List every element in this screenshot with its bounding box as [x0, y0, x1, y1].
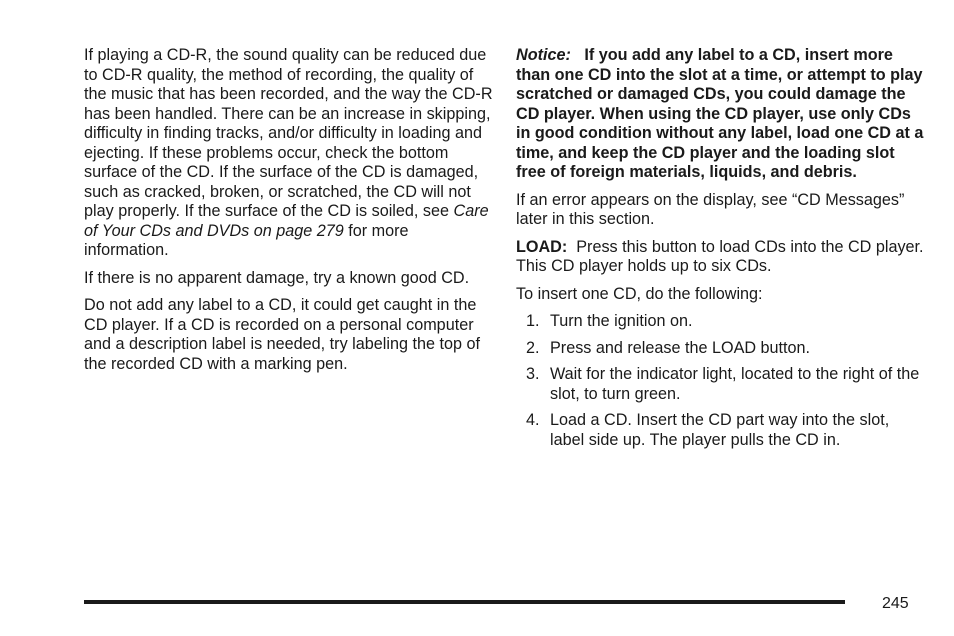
- list-item: [516, 339, 926, 359]
- insert-intro: To insert one CD, do the following:: [516, 284, 763, 303]
- load-label: LOAD:: [516, 237, 568, 256]
- footer-rule: [84, 600, 845, 604]
- label-warning-paragraph: Do not add any label to a CD, it could get caught in the CD player. If a CD is recorded on a personal computer and a description label is needed, try labeling the top of the recorded CD with a marking pen.: [84, 296, 480, 373]
- step-text: Wait for the indicator light, located to the right of the slot, to turn green.: [550, 365, 920, 403]
- care-of-cds-reference-link[interactable]: Care of Your CDs and DVDs on page 279: [84, 202, 489, 240]
- page-number: 245: [882, 595, 909, 612]
- step-number: 4.: [526, 411, 540, 429]
- cd-r-quality-paragraph: [84, 46, 494, 261]
- load-paragraph: [516, 238, 926, 277]
- try-known-good-cd-paragraph: If there is no apparent damage, try a known good CD.: [84, 268, 470, 287]
- list-item: [516, 411, 926, 450]
- load-text: Press this button to load CDs into the CD player. This CD player holds up to six CDs.: [516, 237, 924, 275]
- step-text: Turn the ignition on.: [550, 312, 693, 330]
- list-item: [516, 365, 926, 404]
- notice-label: Notice:: [516, 46, 571, 64]
- notice-paragraph: [516, 46, 926, 183]
- list-item: [516, 312, 926, 332]
- step-number: 1.: [526, 312, 540, 330]
- cd-r-quality-text: If playing a CD-R, the sound quality can be reduced due to CD-R quality, the method of recording, the quality of the music that has been recorded, and the way the CD-R has been handled. There can be an increase in skipping, difficulty in finding tracks, and/or difficulty in loading and ejecting. If these problems occur, check the bottom surface of the CD. If the surface of the CD is damaged, such as cracked, broken, or scratched, the CD will not play properly. If the surface of the CD is soiled, see: [84, 46, 493, 220]
- step-text: Load a CD. Insert the CD part way into the slot, label side up. The player pulls the CD in.: [550, 411, 890, 449]
- right-column: [516, 46, 926, 457]
- step-number: 3.: [526, 365, 540, 383]
- insert-steps-list: [516, 312, 926, 450]
- left-column: [84, 46, 494, 382]
- cd-r-quality-tail: for more information.: [84, 221, 409, 259]
- error-display-paragraph: If an error appears on the display, see “CD Messages” later in this section.: [516, 190, 905, 228]
- step-number: 2.: [526, 338, 540, 357]
- step-text: Press and release the LOAD button.: [550, 338, 811, 357]
- notice-text: If you add any label to a CD, insert more than one CD into the slot at a time, or attempt to play scratched or damaged CDs, you could damage the CD player. When using the CD player, use only CDs in good condition without any label, load one CD at a time, and keep the CD player and the loading slot free of foreign materials, liquids, and debris.: [516, 46, 924, 181]
